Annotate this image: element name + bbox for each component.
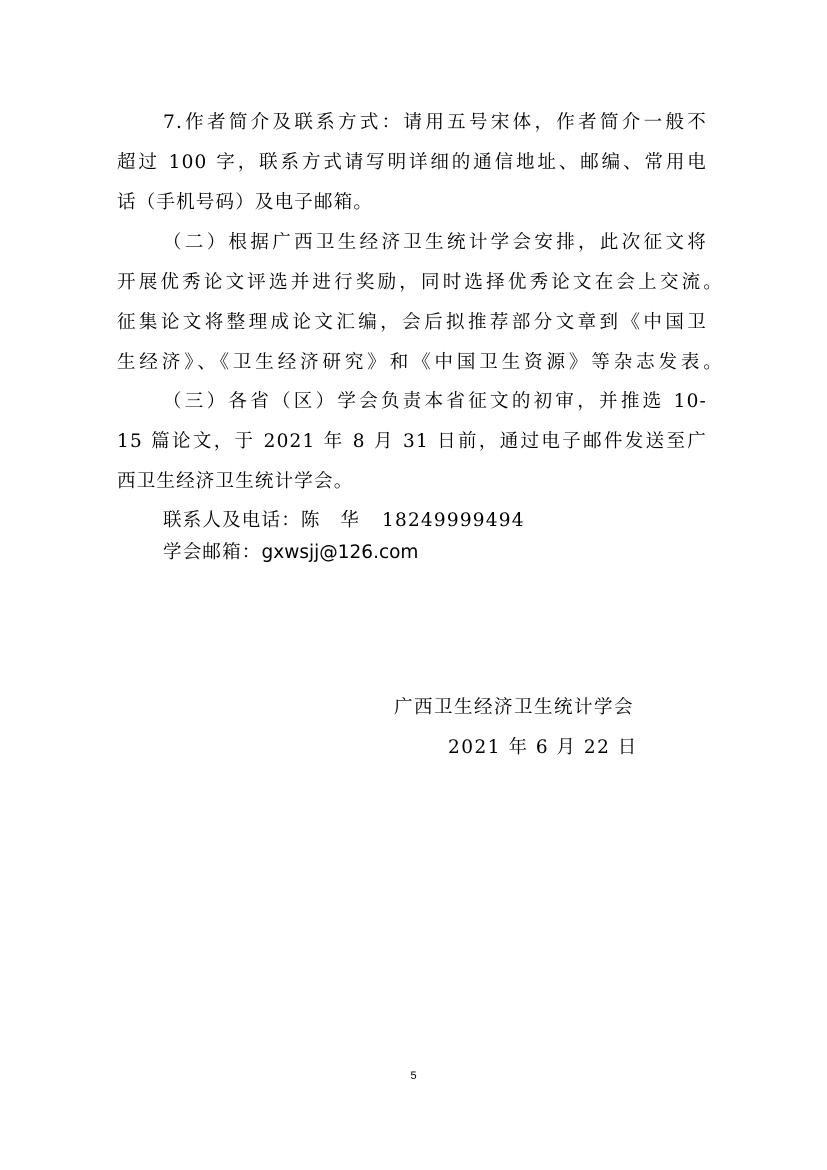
section-three-line-3: 西卫生经济卫生统计学会。 — [117, 471, 354, 492]
section-two-line-4: 生经济》、《卫生经济研究》和《中国卫生资源》等杂志发表。 — [117, 352, 723, 373]
item7-line-1: 7.作者简介及联系方式：请用五号宋体，作者简介一般不 — [163, 112, 707, 133]
contact-person-name: 陈 华 — [300, 510, 361, 531]
section-two-line-3: 征集论文将整理成论文汇编，会后拟推荐部分文章到《中国卫 — [117, 312, 707, 333]
signature-organization: 广西卫生经济卫生统计学会 — [394, 697, 635, 718]
contact-person-line — [163, 508, 525, 534]
page-number: 5 — [410, 1070, 417, 1082]
contact-email-label: 学会邮箱： — [163, 542, 262, 563]
item7-line-2: 超过 100 字，联系方式请写明详细的通信地址、邮编、常用电 — [117, 152, 707, 173]
section-two-line-1: （二）根据广西卫生经济卫生统计学会安排，此次征文将 — [163, 232, 707, 253]
item7-line-3: 话（手机号码）及电子邮箱。 — [117, 192, 374, 213]
section-three-line-1: （三）各省（区）学会负责本省征文的初审，并推选 10- — [163, 391, 707, 412]
contact-person-label: 联系人及电话： — [163, 510, 301, 531]
section-two-line-2: 开展优秀论文评选并进行奖励，同时选择优秀论文在会上交流。 — [117, 272, 723, 293]
section-three-line-2: 15 篇论文，于 2021 年 8 月 31 日前，通过电子邮件发送至广 — [117, 431, 707, 452]
contact-email-line — [163, 540, 418, 566]
contact-email: gxwsjj@126.com — [261, 542, 419, 563]
signature-date: 2021 年 6 月 22 日 — [448, 737, 638, 758]
contact-phone: 18249999494 — [382, 510, 525, 531]
